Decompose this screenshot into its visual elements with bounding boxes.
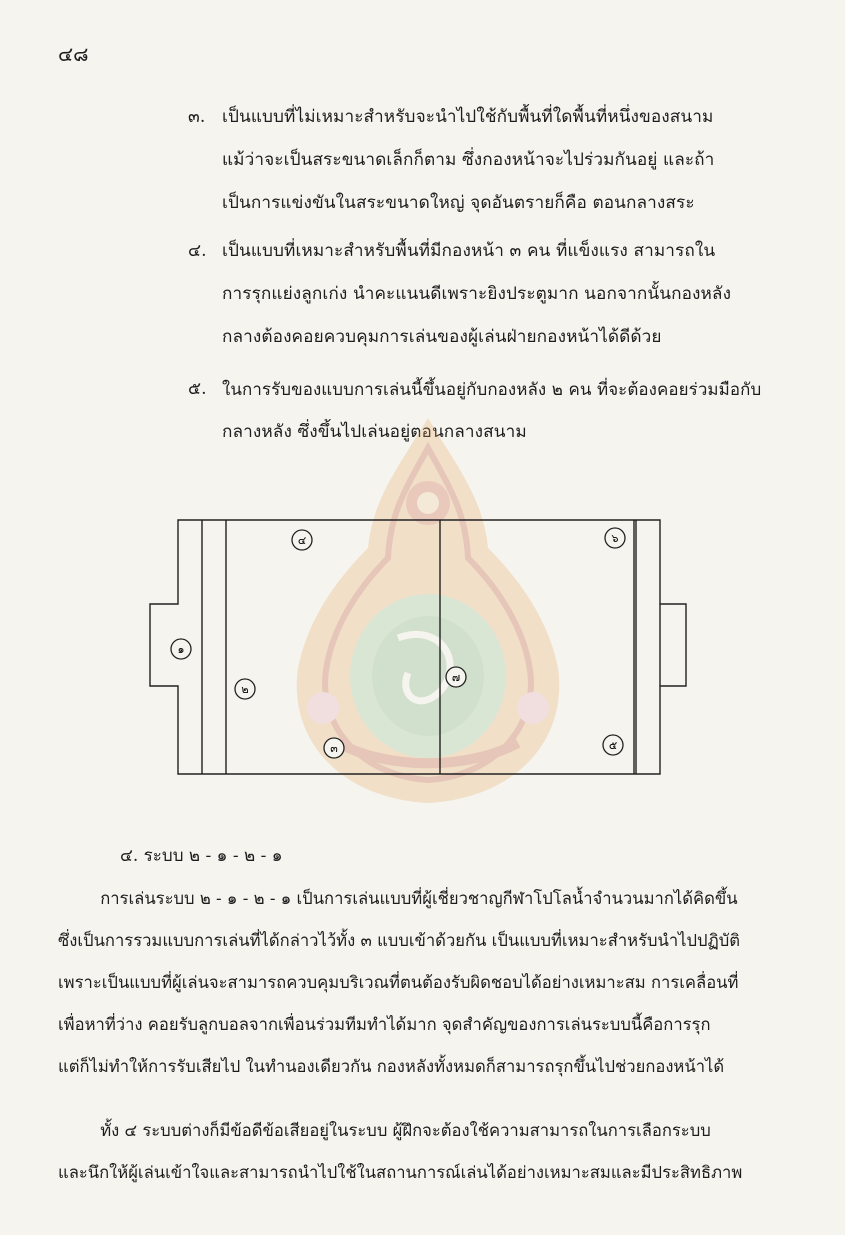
player-label: ๑ bbox=[177, 643, 185, 656]
list-item-line: แม้ว่าจะเป็นสระขนาดเล็กก็ตาม ซึ่งกองหน้าจะไปร่วมกันอยู่ และถ้า bbox=[222, 150, 715, 170]
list-item-line: เป็นแบบที่ไม่เหมาะสำหรับจะนำไปใช้กับพื้นที่ใดพื้นที่หนึ่งของสนาม bbox=[222, 107, 714, 127]
list-item-line: การรุกแย่งลูกเก่ง นำคะแนนดีเพราะยิงประตูมาก นอกจากนั้นกองหลัง bbox=[222, 284, 732, 304]
pool-outline bbox=[150, 520, 686, 774]
paragraph-line: เพราะเป็นแบบที่ผู้เล่นจะสามารถควบคุมบริเวณที่ตนต้องรับผิดชอบได้อย่างเหมาะสม การเคลื่อนที่ bbox=[58, 973, 739, 992]
list-item-line: ในการรับของแบบการเล่นนี้ขึ้นอยู่กับกองหลัง ๒ คน ที่จะต้องคอยร่วมมือกับ bbox=[222, 379, 762, 399]
list-item-line: เป็นแบบที่เหมาะสำหรับพื้นที่มีกองหน้า ๓ คน ที่แข็งแรง สามารถใน bbox=[222, 241, 716, 261]
body-paragraph bbox=[58, 878, 768, 1088]
list-item bbox=[188, 96, 768, 225]
paragraph-line: เพื่อหาที่ว่าง คอยรับลูกบอลจากเพื่อนร่วมทีมทำได้มาก จุดสำคัญของการเล่นระบบนี้คือการรุก bbox=[58, 1015, 711, 1034]
paragraph-line: การเล่นระบบ ๒ - ๑ - ๒ - ๑ เป็นการเล่นแบบที่ผู้เชี่ยวชาญกีฬาโปโลน้ำจำนวนมากได้คิดขึ้น bbox=[58, 889, 738, 908]
list-item-number: ๔. bbox=[188, 241, 207, 261]
list-item bbox=[188, 230, 768, 359]
body-paragraph bbox=[58, 1110, 768, 1194]
pool-diagram-svg bbox=[148, 512, 696, 782]
section-heading: ๔. ระบบ ๒ - ๑ - ๒ - ๑ bbox=[120, 846, 283, 866]
player-marker bbox=[603, 735, 623, 755]
player-label: ๔ bbox=[297, 534, 307, 547]
player-marker bbox=[171, 639, 191, 659]
player-marker bbox=[605, 528, 625, 548]
list-item-line: เป็นการแข่งขันในสระขนาดใหญ่ จุดอันตรายก็คือ ตอนกลางสระ bbox=[222, 193, 695, 213]
list-item-line: กลางหลัง ซึ่งขึ้นไปเล่นอยู่ตอนกลางสนาม bbox=[222, 422, 527, 442]
paragraph-line: และนึกให้ผู้เล่นเข้าใจและสามารถนำไปใช้ในสถานการณ์เล่นได้อย่างเหมาะสมและมีประสิทธิภาพ bbox=[58, 1163, 743, 1182]
player-marker bbox=[235, 679, 255, 699]
paragraph-line: แต่ก็ไม่ทำให้การรับเสียไป ในทำนองเดียวกัน กองหลังทั้งหมดก็สามารถรุกขึ้นไปช่วยกองหน้าได้ bbox=[58, 1057, 725, 1076]
pool-diagram bbox=[148, 512, 696, 782]
player-marker bbox=[292, 530, 312, 550]
list-item-number: ๕. bbox=[188, 379, 207, 399]
player-marker bbox=[324, 738, 344, 758]
player-label: ๓ bbox=[330, 742, 338, 755]
paragraph-line: ทั้ง ๔ ระบบต่างก็มีข้อดีข้อเสียอยู่ในระบบ ผู้ฝึกจะต้องใช้ความสามารถในการเลือกระบบ bbox=[58, 1121, 711, 1140]
paragraph-line: ซึ่งเป็นการรวมแบบการเล่นที่ได้กล่าวไว้ทั้ง ๓ แบบเข้าด้วยกัน เป็นแบบที่เหมาะสำหรับนำไปปฏิบัติ bbox=[58, 931, 741, 950]
player-label: ๖ bbox=[611, 532, 619, 545]
page-number: ๔๘ bbox=[58, 42, 89, 66]
list-item-line: กลางต้องคอยควบคุมการเล่นของผู้เล่นฝ่ายกองหน้าได้ดีด้วย bbox=[222, 327, 662, 347]
player-label: ๗ bbox=[451, 671, 461, 684]
player-marker bbox=[446, 667, 466, 687]
player-label: ๒ bbox=[241, 683, 249, 696]
list-item-number: ๓. bbox=[188, 107, 206, 127]
player-label: ๕ bbox=[608, 739, 618, 752]
